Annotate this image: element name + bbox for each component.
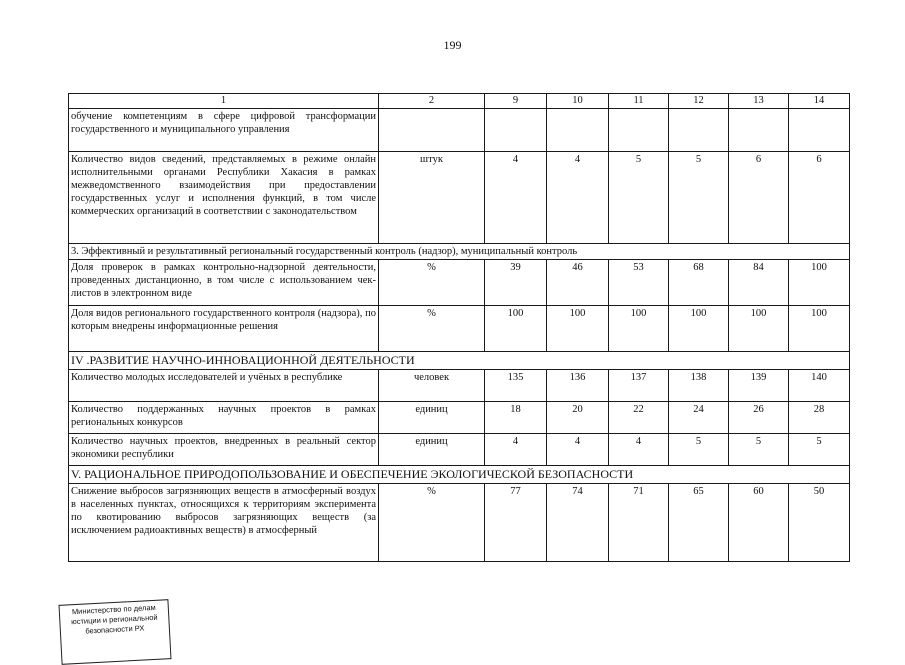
section-row	[69, 244, 850, 260]
indicators-table	[68, 93, 850, 562]
section-title: 3. Эффективный и результативный региональный государственный контроль (надзор), муниципальный контроль	[69, 244, 850, 260]
indicator-name: Доля видов регионального государственного контроля (надзора), по которым внедрены информационные решения	[69, 306, 379, 352]
value-cell: 100	[729, 306, 789, 352]
column-header: 12	[669, 94, 729, 109]
indicator-name: Снижение выбросов загрязняющих веществ в атмосферный воздух в населенных пунктах, относящихся к территориям эксперимента по квотированию выбросов загрязняющих веществ (за исключением радиоактивных веществ) в атмосферный	[69, 484, 379, 562]
page-number: 199	[443, 38, 462, 52]
unit-cell: человек	[379, 370, 485, 402]
value-cell: 60	[729, 484, 789, 562]
value-cell: 6	[789, 152, 850, 244]
column-header: 11	[609, 94, 669, 109]
value-cell	[729, 109, 789, 152]
section-row	[69, 466, 850, 484]
unit-cell	[379, 109, 485, 152]
value-cell: 6	[729, 152, 789, 244]
value-cell: 74	[547, 484, 609, 562]
value-cell: 24	[669, 402, 729, 434]
indicator-name: Количество научных проектов, внедренных в реальный сектор экономики республики	[69, 434, 379, 466]
value-cell	[485, 109, 547, 152]
table-row	[69, 484, 850, 562]
value-cell: 135	[485, 370, 547, 402]
value-cell: 20	[547, 402, 609, 434]
value-cell: 4	[485, 152, 547, 244]
indicator-name: Количество видов сведений, представляемых в режиме онлайн исполнительными органами Республики Хакасия в рамках межведомственного взаимодействия при предоставлении государственных услуг и исполнения функций, в том числе коммерческих организаций в соответствии с законодательством	[69, 152, 379, 244]
value-cell: 100	[789, 260, 850, 306]
value-cell: 50	[789, 484, 850, 562]
value-cell: 100	[789, 306, 850, 352]
column-header: 1	[69, 94, 379, 109]
indicator-name: Доля проверок в рамках контрольно-надзорной деятельности, проведенных дистанционно, в том числе с использованием чек-листов в электронном виде	[69, 260, 379, 306]
value-cell: 100	[669, 306, 729, 352]
value-cell: 140	[789, 370, 850, 402]
column-header: 2	[379, 94, 485, 109]
stamp-line: Министерство по делам	[71, 602, 156, 617]
value-cell: 4	[547, 152, 609, 244]
table-row	[69, 402, 850, 434]
value-cell: 22	[609, 402, 669, 434]
value-cell: 5	[789, 434, 850, 466]
value-cell: 4	[547, 434, 609, 466]
value-cell: 28	[789, 402, 850, 434]
unit-cell: штук	[379, 152, 485, 244]
column-header: 10	[547, 94, 609, 109]
table-header-row	[69, 94, 850, 109]
table-row	[69, 434, 850, 466]
value-cell: 39	[485, 260, 547, 306]
table-row	[69, 260, 850, 306]
indicator-name: Количество молодых исследователей и учёных в республике	[69, 370, 379, 402]
value-cell: 138	[669, 370, 729, 402]
unit-cell: единиц	[379, 402, 485, 434]
unit-cell: %	[379, 260, 485, 306]
unit-cell: %	[379, 484, 485, 562]
unit-cell: %	[379, 306, 485, 352]
value-cell	[609, 109, 669, 152]
section-title: V. РАЦИОНАЛЬНОЕ ПРИРОДОПОЛЬЗОВАНИЕ И ОБЕСПЕЧЕНИЕ ЭКОЛОГИЧЕСКОЙ БЕЗОПАСНОСТИ	[69, 466, 850, 484]
value-cell: 18	[485, 402, 547, 434]
value-cell: 84	[729, 260, 789, 306]
value-cell: 100	[547, 306, 609, 352]
column-header: 13	[729, 94, 789, 109]
value-cell: 136	[547, 370, 609, 402]
value-cell: 68	[669, 260, 729, 306]
stamp-line: безопасности РХ	[85, 623, 145, 636]
value-cell	[789, 109, 850, 152]
value-cell	[547, 109, 609, 152]
value-cell: 4	[609, 434, 669, 466]
value-cell: 139	[729, 370, 789, 402]
value-cell: 26	[729, 402, 789, 434]
ministry-stamp	[59, 599, 172, 665]
value-cell: 65	[669, 484, 729, 562]
table-row	[69, 109, 850, 152]
value-cell: 46	[547, 260, 609, 306]
value-cell: 4	[485, 434, 547, 466]
table-row	[69, 370, 850, 402]
section-row	[69, 352, 850, 370]
value-cell: 137	[609, 370, 669, 402]
indicator-name: Количество поддержанных научных проектов в рамках региональных конкурсов	[69, 402, 379, 434]
table-row	[69, 152, 850, 244]
value-cell: 100	[609, 306, 669, 352]
value-cell: 5	[669, 434, 729, 466]
column-header: 9	[485, 94, 547, 109]
value-cell	[669, 109, 729, 152]
table-row	[69, 306, 850, 352]
column-header: 14	[789, 94, 850, 109]
value-cell: 5	[609, 152, 669, 244]
unit-cell: единиц	[379, 434, 485, 466]
indicator-name: обучение компетенциям в сфере цифровой трансформации государственного и муниципального управления	[69, 109, 379, 152]
value-cell: 100	[485, 306, 547, 352]
value-cell: 5	[669, 152, 729, 244]
value-cell: 71	[609, 484, 669, 562]
value-cell: 5	[729, 434, 789, 466]
value-cell: 53	[609, 260, 669, 306]
section-title: IV .РАЗВИТИЕ НАУЧНО-ИННОВАЦИОННОЙ ДЕЯТЕЛЬНОСТИ	[69, 352, 850, 370]
value-cell: 77	[485, 484, 547, 562]
stamp-line: юстиции и региональной	[70, 612, 158, 627]
